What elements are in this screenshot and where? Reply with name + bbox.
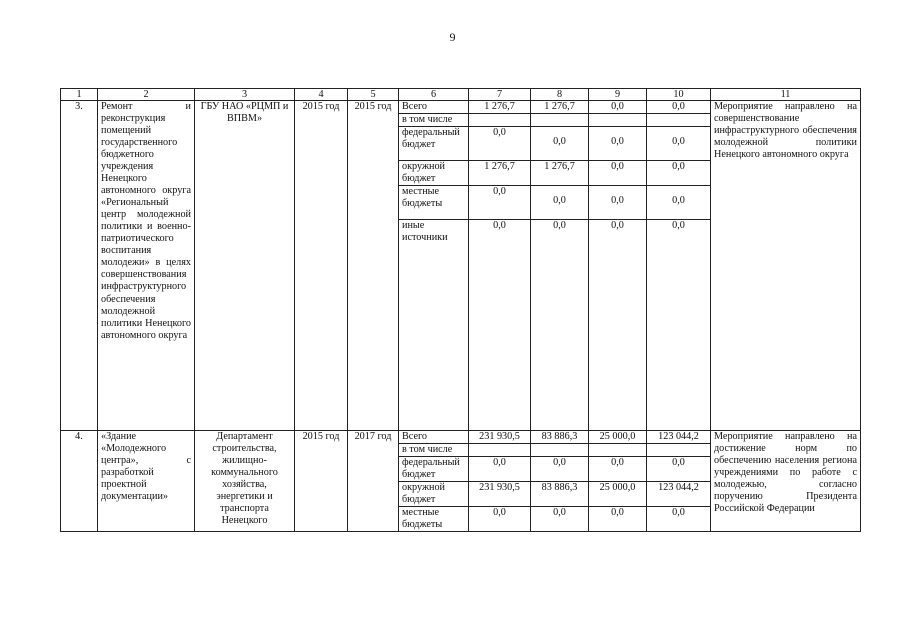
source-label: в том числе — [399, 114, 469, 127]
value-cell: 25 000,0 — [589, 482, 647, 507]
source-label: федеральный бюджет — [399, 457, 469, 482]
row-number: 4. — [61, 431, 98, 532]
header-cell: 10 — [647, 89, 711, 101]
value-cell — [589, 444, 647, 457]
page-number: 9 — [449, 30, 456, 44]
value-cell: 0,0 — [469, 127, 531, 161]
header-cell: 2 — [98, 89, 195, 101]
source-label: в том числе — [399, 444, 469, 457]
value-cell: 0,0 — [469, 457, 531, 482]
note: Мероприятие направлено на совершенствование инфраструктурного обеспечения молодежной политики Ненецкого автономного округа — [711, 101, 861, 431]
value-cell: 0,0 — [589, 161, 647, 186]
value-cell: 0,0 — [589, 457, 647, 482]
value-cell: 1 276,7 — [469, 161, 531, 186]
value-cell: 0,0 — [531, 507, 589, 532]
table-row — [61, 431, 861, 444]
activity-name: «Здание «Молодежного центра», с разработкой проектной документации» — [98, 431, 195, 532]
header-cell: 5 — [348, 89, 399, 101]
header-cell: 8 — [531, 89, 589, 101]
value-cell: 0,0 — [531, 457, 589, 482]
value-cell: 1 276,7 — [531, 101, 589, 114]
value-cell: 0,0 — [589, 127, 647, 161]
value-cell: 25 000,0 — [589, 431, 647, 444]
executor: ГБУ НАО «РЦМП и ВПВМ» — [195, 101, 295, 431]
executor: Департамент строительства, жилищно-коммунального хозяйства, энергетики и транспорта Ненецкого — [195, 431, 295, 532]
value-cell: 0,0 — [647, 220, 711, 431]
value-cell: 1 276,7 — [531, 161, 589, 186]
value-cell: 83 886,3 — [531, 482, 589, 507]
value-cell: 123 044,2 — [647, 431, 711, 444]
source-label: окружной бюджет — [399, 161, 469, 186]
source-label: Всего — [399, 101, 469, 114]
source-label: федеральный бюджет — [399, 127, 469, 161]
source-label: местные бюджеты — [399, 507, 469, 532]
value-cell: 1 276,7 — [469, 101, 531, 114]
header-cell: 4 — [295, 89, 348, 101]
source-label: окружной бюджет — [399, 482, 469, 507]
table-row — [61, 101, 861, 114]
value-cell: 0,0 — [647, 507, 711, 532]
value-cell: 83 886,3 — [531, 431, 589, 444]
source-label: местные бюджеты — [399, 186, 469, 220]
value-cell — [647, 444, 711, 457]
end-year: 2017 год — [348, 431, 399, 532]
activity-name: Ремонт и реконструкция помещений государственного бюджетного учреждения Ненецкого автономного округа «Региональный центр молодежной политики и военно-патриотического воспитания молодежи» в целях совершенствования инфраструктурного обеспечения молодежной политики Ненецкого автономного округа — [98, 101, 195, 431]
value-cell: 0,0 — [531, 186, 589, 220]
value-cell: 231 930,5 — [469, 431, 531, 444]
header-cell: 3 — [195, 89, 295, 101]
source-label: иные источники — [399, 220, 469, 431]
value-cell: 0,0 — [589, 101, 647, 114]
value-cell: 0,0 — [531, 127, 589, 161]
value-cell: 231 930,5 — [469, 482, 531, 507]
source-label: Всего — [399, 431, 469, 444]
value-cell: 0,0 — [589, 507, 647, 532]
value-cell — [647, 114, 711, 127]
value-cell: 0,0 — [469, 186, 531, 220]
start-year: 2015 год — [295, 431, 348, 532]
header-cell: 11 — [711, 89, 861, 101]
value-cell: 0,0 — [647, 127, 711, 161]
value-cell — [469, 444, 531, 457]
end-year: 2015 год — [348, 101, 399, 431]
value-cell — [531, 444, 589, 457]
value-cell: 0,0 — [589, 220, 647, 431]
value-cell: 0,0 — [647, 457, 711, 482]
value-cell: 0,0 — [647, 161, 711, 186]
value-cell: 0,0 — [469, 507, 531, 532]
value-cell: 0,0 — [531, 220, 589, 431]
header-cell: 1 — [61, 89, 98, 101]
header-cell: 6 — [399, 89, 469, 101]
value-cell — [589, 114, 647, 127]
header-row — [61, 89, 861, 101]
value-cell: 0,0 — [647, 186, 711, 220]
value-cell: 0,0 — [589, 186, 647, 220]
value-cell — [469, 114, 531, 127]
value-cell: 0,0 — [469, 220, 531, 431]
value-cell: 0,0 — [647, 101, 711, 114]
note: Мероприятие направлено на достижение норм по обеспечению населения региона учреждениями по работе с молодежью, согласно поручению Президента Российской Федерации — [711, 431, 861, 532]
row-number: 3. — [61, 101, 98, 431]
value-cell — [531, 114, 589, 127]
value-cell: 123 044,2 — [647, 482, 711, 507]
header-cell: 7 — [469, 89, 531, 101]
program-table — [60, 88, 861, 532]
start-year: 2015 год — [295, 101, 348, 431]
header-cell: 9 — [589, 89, 647, 101]
